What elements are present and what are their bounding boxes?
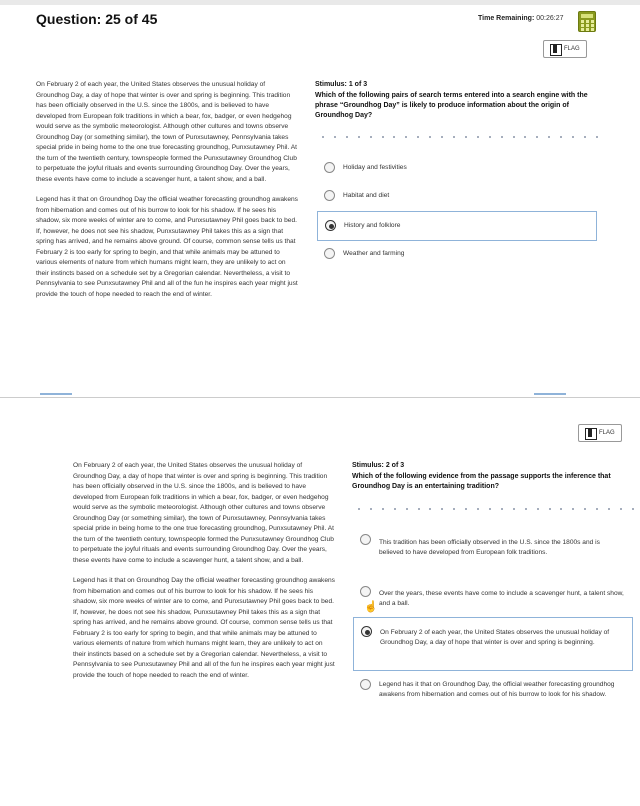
answer-option-selected[interactable] xyxy=(353,617,633,671)
question-text: Which of the following evidence from the passage supports the inference that Groundhog Day is an entertaining tradition? xyxy=(352,473,611,490)
answer-text: Legend has it that on Groundhog Day, the official weather forecasting groundhog awakens from hibernation and comes out of his burrow to look for his shadow. xyxy=(379,681,615,698)
answer-option[interactable] xyxy=(317,186,597,208)
question-header xyxy=(0,5,640,35)
time-remaining xyxy=(478,15,563,22)
answer-option[interactable] xyxy=(353,676,633,716)
question-counter: Question: 25 of 45 xyxy=(36,11,158,27)
flag-button[interactable] xyxy=(578,424,622,442)
time-remaining-label: Time Remaining: xyxy=(478,15,535,22)
radio-button[interactable] xyxy=(360,679,371,690)
stimulus-panel xyxy=(315,80,605,121)
calculator-icon[interactable] xyxy=(578,11,596,32)
answer-option[interactable] xyxy=(353,583,633,611)
answer-option[interactable] xyxy=(317,244,597,266)
flag-icon xyxy=(585,428,595,438)
reading-passage xyxy=(36,80,298,310)
reading-passage xyxy=(73,461,335,691)
answer-text: History and folklore xyxy=(344,222,401,229)
progress-dots xyxy=(358,508,634,514)
answer-text: Over the years, these events have come to include a scavenger hunt, a talent show, and a ball. xyxy=(379,590,624,607)
passage-paragraph: Legend has it that on Groundhog Day the official weather forecasting groundhog awakens from hibernation and comes out of his burrow to look for his shadow. If he sees his shadow, six more weeks of winter are to come, and Punxsutawney Phil goes back to bed. If, however, he does not see his shadow, Punxsutawney Phil takes this as a sign that spring has arrived, and he remains above ground. Of course, common sense tells us that February 2 is too early for spring to begin, and that while animals may be attuned to various elements of nature from which humans might learn, they are unlikely to act on their instincts based on a schedule set by a Gregorian calendar. Nevertheless, a visit to Pennsylvania to see Punxsutawney Phil and all of the fun he inspires each year might just provide the touch of hope needed to reach the end of winter. xyxy=(73,577,335,679)
radio-button-checked[interactable] xyxy=(325,220,336,231)
panel-divider xyxy=(0,397,640,398)
radio-button[interactable] xyxy=(324,248,335,259)
answer-text: This tradition has been officially observed in the U.S. since the 1800s and is believed to have developed from European folk traditions. xyxy=(379,539,600,556)
answer-option-selected[interactable] xyxy=(317,211,597,241)
radio-button[interactable] xyxy=(360,586,371,597)
progress-dots xyxy=(322,136,598,142)
answer-text: Weather and farming xyxy=(343,250,405,257)
answer-option[interactable] xyxy=(317,158,597,180)
stimulus-label: Stimulus: 1 of 3 xyxy=(315,81,368,88)
passage-paragraph: On February 2 of each year, the United States observes the unusual holiday of Groundhog Day, a day of hope that winter is over and spring is beginning. This tradition has been officially observed in the U.S. since the 1800s, and is believed to have developed from European folk traditions in which a bear, fox, badger, or even hedgehog would serve as the symbolic meteorologist. Although other cultures and towns observe Groundhog Day (or something similar), the town of Punxsutawney, Pennsylvania takes special pride in being home to the one true forecasting groundhog, Punxsutawney Phil. At the turn of the twentieth century, townspeople formed the Punxsutawney Groundhog Club to perpetuate the joyful rituals and events surrounding Groundhog Day. Over the years, these events have come to include a scavenger hunt, a talent show, and a ball. xyxy=(73,462,334,564)
answer-option[interactable] xyxy=(353,531,633,571)
flag-icon xyxy=(550,44,560,54)
time-remaining-value: 00:26:27 xyxy=(536,15,564,22)
radio-button-checked[interactable] xyxy=(361,626,372,637)
stimulus-label: Stimulus: 2 of 3 xyxy=(352,462,405,469)
radio-button[interactable] xyxy=(324,162,335,173)
radio-button[interactable] xyxy=(324,190,335,201)
radio-button[interactable] xyxy=(360,534,371,545)
answer-text: Holiday and festivities xyxy=(343,164,407,171)
passage-paragraph: Legend has it that on Groundhog Day the official weather forecasting groundhog awakens from hibernation and comes out of his burrow to look for his shadow. If he sees his shadow, six more weeks of winter are to come, and Punxsutawney Phil goes back to bed. If, however, he does not see his shadow, Punxsutawney Phil takes this as a sign that spring has arrived, and he remains above ground. Of course, common sense tells us that February 2 is too early for spring to begin, and that while animals may be attuned to various elements of nature from which humans might learn, they are unlikely to act on their instincts based on a schedule set by a Gregorian calendar. Nevertheless, a visit to Pennsylvania to see Punxsutawney Phil and all of the fun he inspires each year might just provide the touch of hope needed to reach the end of winter. xyxy=(36,196,298,298)
flag-button[interactable] xyxy=(543,40,587,58)
scroll-indicator xyxy=(534,393,566,395)
passage-paragraph: On February 2 of each year, the United States observes the unusual holiday of Groundhog Day, a day of hope that winter is over and spring is beginning. This tradition has been officially observed in the U.S. since the 1800s, and is believed to have developed from European folk traditions in which a bear, fox, badger, or even hedgehog would serve as the symbolic meteorologist. Although other cultures and towns observe Groundhog Day (or something similar), the town of Punxsutawney, Pennsylvania takes special pride in being home to the one true forecasting groundhog, Punxsutawney Phil. At the turn of the twentieth century, townspeople formed the Punxsutawney Groundhog Club to perpetuate the joyful rituals and events surrounding Groundhog Day. Over the years, these events have come to include a scavenger hunt, a talent show, and a ball. xyxy=(36,81,297,183)
stimulus-panel xyxy=(352,461,636,492)
answer-text: Habitat and diet xyxy=(343,192,390,199)
answer-text: On February 2 of each year, the United States observes the unusual holiday of Groundhog Day, a day of hope that winter is over and spring is beginning. xyxy=(380,629,610,646)
flag-label: FLAG xyxy=(599,430,615,436)
flag-label: FLAG xyxy=(564,46,580,52)
hand-cursor-icon: ☝ xyxy=(364,601,378,613)
scroll-indicator xyxy=(40,393,72,395)
question-text: Which of the following pairs of search terms entered into a search engine with the phrase “Groundhog Day” is likely to produce information about the origin of Groundhog Day? xyxy=(315,92,588,119)
